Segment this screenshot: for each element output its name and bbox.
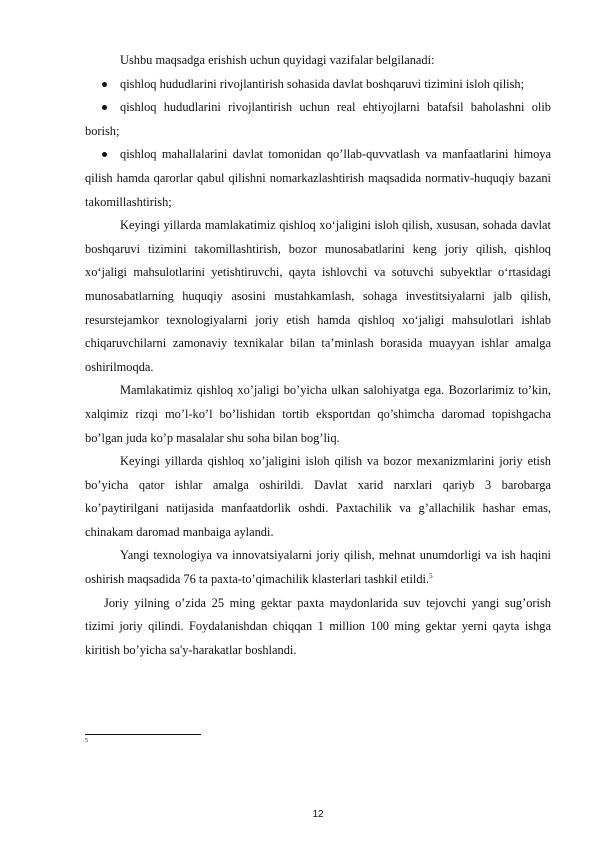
bullet-item-3 [85,143,551,214]
footnote-marker: 5 [85,738,88,744]
paragraph-market-mechanisms: Keyingi yillarda qishloq xo’jaligini isloh qilish va bozor mexanizmlarini joriy etish bo’yicha qator ishlar amalga oshirildi. Davlat xarid narxlari qariyb 3 barobarga ko’paytirilgani natijasida manfaatdorlik oshdi. Paxtachilik va g’allachilik hashar emas, chinakam daromad manbaiga aylandi. [85,454,551,539]
bullet-item-2 [85,96,551,143]
intro-paragraph: Ushbu maqsadga erishish uchun quyidagi vazifalar belgilanadi: [120,53,435,67]
paragraph-reforms: Keyingi yillarda mamlakatimiz qishloq xo‘jaligini isloh qilish, xususan, sohada davlat boshqaruvi tizimini takomillashtirish, bozor munosabatlarini keng joriy qilish, qishloq xo‘jaligi mahsulotlarini yetishtiruvchi, qayta ishlovchi va sotuvchi subyektlar o‘rtasidagi munosabatlarning huquqiy asosini mustahkamlash, sohaga investitsiyalarni jalb qilish, resurstejamkor texnologiyalarni joriy etish hamda qishloq xo‘jaligi mahsulotlari ishlab chiqaruvchilarni zamonaviy texnikalar bilan ta’minlash borasida muayyan ishlar amalga oshirilmoqda. [85,218,551,374]
bullet-text-2: qishloq hududlarini rivojlantirish uchun real ehtiyojlarni batafsil baholashni olib borish; [85,100,551,138]
paragraph-clusters-text: Yangi texnologiya va innovatsiyalarni joriy qilish, mehnat unumdorligi va ish haqini oshirish maqsadida 76 ta paxta-to’qimachilik klasterlari tashkil etildi. [85,548,551,587]
bullet-dot-icon [102,82,107,87]
bullet-dot-icon [102,105,107,110]
bullet-text-1: qishloq hududlarini rivojlantirish sohasida davlat boshqaruvi tizimini isloh qilish; [120,76,525,91]
page-number: 12 [312,809,324,820]
bullet-dot-icon [102,152,107,157]
bullet-item-1 [85,73,551,97]
footnote-reference: 5 [429,571,433,580]
bullet-text-3: qishloq mahallalarini davlat tomonidan qo’llab-quvvatlash va manfaatlarini himoya qilish hamda qarorlar qabul qilishni nomarkazlashtirish maqsadida normativ-huquqiy bazani takomillashtirish; [85,147,551,209]
body-text [85,49,551,662]
footnote-divider [85,734,201,735]
paragraph-clusters [85,544,551,591]
paragraph-irrigation: Joriy yilning o’zida 25 ming gektar paxta maydonlarida suv tejovchi yangi sug’orish tizimi joriy qilindi. Foydalanishdan chiqqan 1 million 100 ming gektar yerni qayta ishga kiritish bo’yicha sa'y-harakatlar boshlandi. [85,595,551,657]
paragraph-potential: Mamlakatimiz qishloq xo’jaligi bo’yicha ulkan salohiyatga ega. Bozorlarimiz to’kin, xalqimiz rizqi mo’l-ko’l bo’lishidan tortib eksportdan qo’shimcha daromad topishgacha bo’lgan juda ko’p masalalar shu soha bilan bog’liq. [85,383,551,445]
